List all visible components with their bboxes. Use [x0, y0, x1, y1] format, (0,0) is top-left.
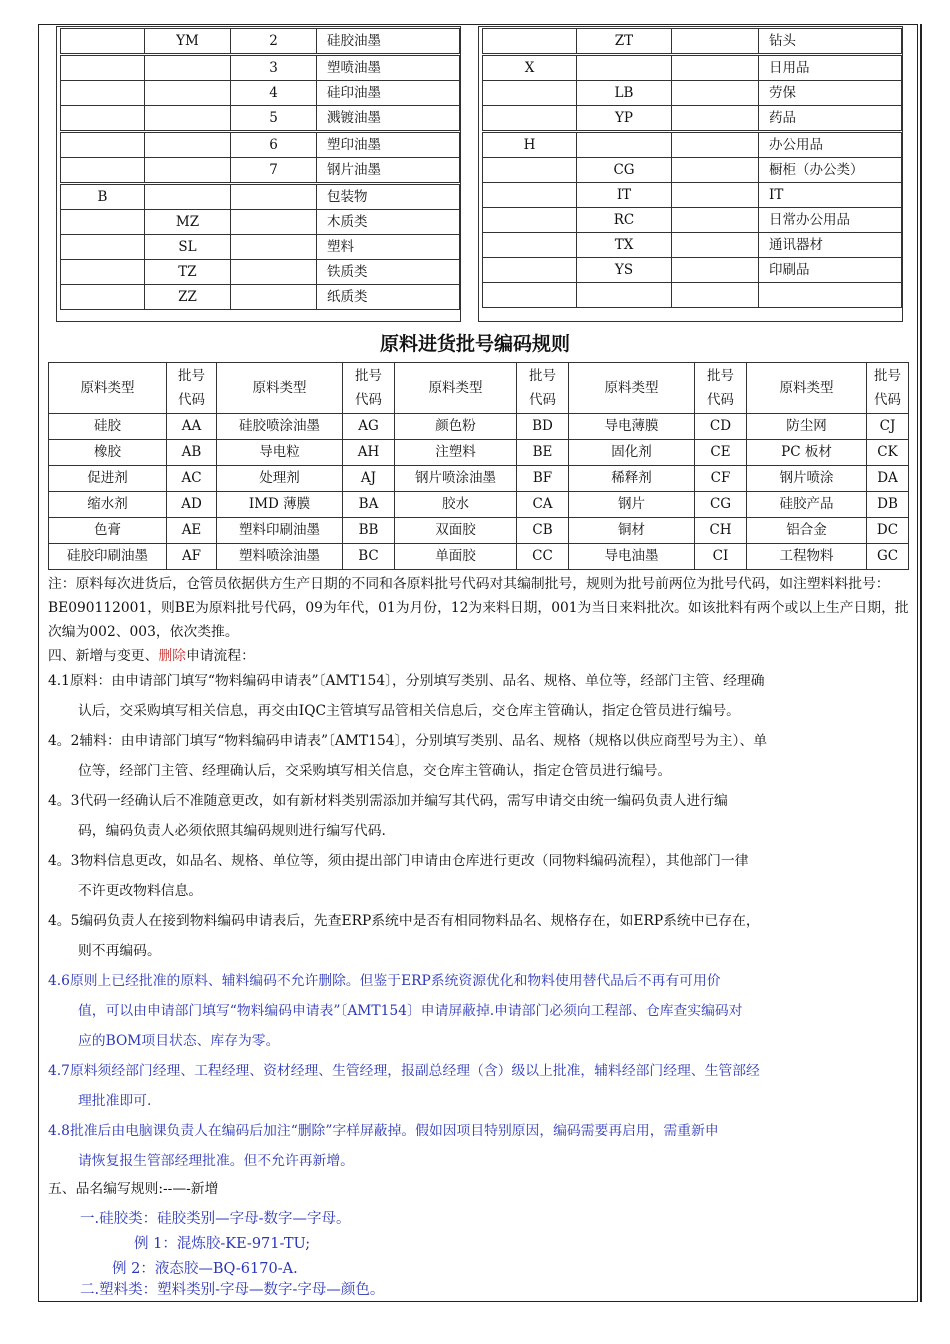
- left-class-cell: [231, 210, 317, 235]
- right-class-cell: [483, 283, 577, 308]
- header-batch-code-line2: 代码: [707, 392, 734, 408]
- section-4-items: [48, 666, 910, 1176]
- batch-code-cell: AA: [167, 414, 217, 440]
- material-type-cell: 导电粒: [217, 440, 343, 466]
- rule-silicone: 一.硅胶类：硅胶类别—字母-数字—字母。: [80, 1211, 351, 1227]
- left-class-cell: 塑料: [317, 235, 460, 260]
- right-class-cell: [672, 55, 759, 81]
- left-class-cell: [231, 235, 317, 260]
- material-type-cell: 硅胶产品: [747, 492, 867, 518]
- right-class-cell: 橱柜（办公类）: [759, 158, 902, 183]
- left-class-cell: TZ: [145, 260, 231, 285]
- left-class-cell: [61, 158, 145, 184]
- section-4-heading: 四、新增与变更、删除申请流程：: [48, 648, 255, 664]
- right-class-row: [483, 258, 902, 283]
- right-class-cell: [672, 29, 759, 55]
- left-class-row: [61, 285, 460, 310]
- left-class-cell: YM: [145, 29, 231, 55]
- right-class-row: [483, 208, 902, 233]
- header-material-type: 原料类型: [747, 363, 867, 414]
- material-type-cell: 固化剂: [569, 440, 695, 466]
- right-class-cell: [483, 106, 577, 132]
- left-class-cell: 6: [231, 132, 317, 158]
- left-class-cell: [61, 29, 145, 55]
- material-type-cell: 胶水: [395, 492, 517, 518]
- right-class-cell: [672, 81, 759, 106]
- batch-code-cell: CB: [517, 518, 569, 544]
- batch-code-cell: BF: [517, 466, 569, 492]
- material-type-cell: 导电薄膜: [569, 414, 695, 440]
- batch-code-cell: AF: [167, 544, 217, 570]
- section-4-item-new: [48, 1116, 910, 1176]
- batch-code-cell: BB: [343, 518, 395, 544]
- left-class-cell: 3: [231, 55, 317, 81]
- batch-code-cell: CA: [517, 492, 569, 518]
- left-class-cell: [61, 235, 145, 260]
- right-class-row: [483, 233, 902, 258]
- header-batch-code-line2: 代码: [529, 392, 556, 408]
- section-4-item-new: [48, 1056, 910, 1116]
- material-type-cell: 颜色粉: [395, 414, 517, 440]
- batch-code-cell: CC: [517, 544, 569, 570]
- page-border-right: [920, 24, 922, 1302]
- rule-plastic: 二.塑料类：塑料类别-字母—数字-字母—颜色。: [80, 1282, 385, 1298]
- batch-code-cell: CJ: [867, 414, 909, 440]
- left-class-cell: [61, 285, 145, 310]
- header-material-type: 原料类型: [569, 363, 695, 414]
- item-line-cont: 认后，交采购填写相关信息，再交由IQC主管填写品管相关信息后，交仓库主管确认，指定仓管员进行编号。: [78, 703, 740, 719]
- right-class-cell: [672, 233, 759, 258]
- left-class-cell: B: [61, 184, 145, 210]
- header-batch-code: [695, 363, 747, 414]
- batch-table-row: [49, 440, 909, 466]
- batch-table-header: [49, 363, 909, 414]
- left-class-row: [61, 81, 460, 106]
- right-class-cell: H: [483, 132, 577, 158]
- material-type-cell: 铝合金: [747, 518, 867, 544]
- header-material-type: 原料类型: [395, 363, 517, 414]
- batch-code-cell: AC: [167, 466, 217, 492]
- right-class-cell: X: [483, 55, 577, 81]
- left-class-row: [61, 235, 460, 260]
- batch-code-cell: CI: [695, 544, 747, 570]
- header-batch-code: [517, 363, 569, 414]
- batch-code-cell: BA: [343, 492, 395, 518]
- material-type-cell: 导电油墨: [569, 544, 695, 570]
- section-4-item: [48, 726, 910, 786]
- left-class-cell: ZZ: [145, 285, 231, 310]
- batch-code-cell: CH: [695, 518, 747, 544]
- right-class-cell: RC: [577, 208, 672, 233]
- header-batch-code: [343, 363, 395, 414]
- item-line-cont: 不许更改物料信息。: [78, 883, 203, 899]
- material-type-cell: 双面胶: [395, 518, 517, 544]
- batch-code-cell: BC: [343, 544, 395, 570]
- section-5-heading: 五、品名编写规则:--—-新增: [48, 1181, 219, 1197]
- right-class-cell: YS: [577, 258, 672, 283]
- right-class-row: [483, 183, 902, 208]
- right-class-cell: CG: [577, 158, 672, 183]
- right-class-row: [483, 81, 902, 106]
- right-class-cell: [577, 55, 672, 81]
- left-class-row: [61, 158, 460, 184]
- batch-code-cell: CF: [695, 466, 747, 492]
- material-type-cell: PC 板材: [747, 440, 867, 466]
- right-class-cell: YP: [577, 106, 672, 132]
- batch-code-cell: AH: [343, 440, 395, 466]
- right-class-cell: 办公用品: [759, 132, 902, 158]
- material-type-cell: 钢片喷涂: [747, 466, 867, 492]
- left-class-cell: [61, 55, 145, 81]
- section-4-item: [48, 666, 910, 726]
- right-class-cell: [483, 183, 577, 208]
- left-class-cell: 硅印油墨: [317, 81, 460, 106]
- right-class-cell: 劳保: [759, 81, 902, 106]
- left-class-row: [61, 55, 460, 81]
- right-class-cell: [483, 29, 577, 55]
- right-class-cell: [483, 158, 577, 183]
- header-material-type: 原料类型: [49, 363, 167, 414]
- left-class-cell: 溅镀油墨: [317, 106, 460, 132]
- left-class-cell: [145, 132, 231, 158]
- material-type-cell: 塑料喷涂油墨: [217, 544, 343, 570]
- batch-code-cell: DC: [867, 518, 909, 544]
- right-class-row: [483, 55, 902, 81]
- material-type-cell: 工程物料: [747, 544, 867, 570]
- left-class-cell: [145, 158, 231, 184]
- left-class-cell: 铁质类: [317, 260, 460, 285]
- left-class-cell: [61, 260, 145, 285]
- left-class-cell: 4: [231, 81, 317, 106]
- batch-table-row: [49, 466, 909, 492]
- left-class-cell: [231, 260, 317, 285]
- right-class-cell: LB: [577, 81, 672, 106]
- header-material-type: 原料类型: [217, 363, 343, 414]
- right-class-cell: 印刷品: [759, 258, 902, 283]
- left-class-cell: [231, 285, 317, 310]
- right-class-cell: 日用品: [759, 55, 902, 81]
- item-line: 4.6原则上已经批准的原料、辅料编码不允许删除。但鉴于ERP系统资源优化和物料使用替代品后不再有可用价: [48, 973, 721, 989]
- right-class-cell: IT: [759, 183, 902, 208]
- header-batch-code-line1: 批号: [529, 368, 556, 384]
- right-class-row: [483, 158, 902, 183]
- item-line: 4.7原料须经部门经理、工程经理、资材经理、生管经理，报副总经理（含）级以上批准，辅料经部门经理、生管部经: [48, 1063, 760, 1079]
- item-line: 4.8批准后由电脑课负责人在编码后加注“删除”字样屏蔽掉。假如因项目特别原因，编码需要再启用，需重新申: [48, 1123, 719, 1139]
- example-1: 例 1：混炼胶-KE-971-TU;: [134, 1236, 311, 1252]
- right-class-cell: [672, 258, 759, 283]
- right-class-cell: [672, 158, 759, 183]
- item-line-cont: 则不再编码。: [78, 943, 161, 959]
- right-class-row: [483, 29, 902, 55]
- batch-code-cell: DA: [867, 466, 909, 492]
- item-line: 4。3物料信息更改，如品名、规格、单位等，须由提出部门申请由仓库进行更改（同物料编码流程），其他部门一律: [48, 853, 749, 869]
- header-batch-code-line2: 代码: [355, 392, 382, 408]
- material-type-cell: 稀释剂: [569, 466, 695, 492]
- material-type-cell: 橡胶: [49, 440, 167, 466]
- right-class-cell: [577, 132, 672, 158]
- right-class-cell: 通讯器材: [759, 233, 902, 258]
- left-class-row: [61, 260, 460, 285]
- material-type-cell: 塑料印刷油墨: [217, 518, 343, 544]
- left-class-row: [61, 210, 460, 235]
- batch-code-table: [48, 362, 909, 570]
- left-class-cell: SL: [145, 235, 231, 260]
- material-class-table-right: [482, 28, 902, 308]
- batch-table-row: [49, 414, 909, 440]
- header-batch-code-line1: 批号: [355, 368, 382, 384]
- batch-code-cell: BE: [517, 440, 569, 466]
- left-class-cell: 塑印油墨: [317, 132, 460, 158]
- material-type-cell: 单面胶: [395, 544, 517, 570]
- material-class-table-left: [60, 28, 460, 310]
- material-type-cell: 处理剂: [217, 466, 343, 492]
- batch-code-cell: AD: [167, 492, 217, 518]
- header-batch-code: [167, 363, 217, 414]
- left-class-cell: 钢片油墨: [317, 158, 460, 184]
- left-class-cell: [145, 55, 231, 81]
- batch-code-cell: CG: [695, 492, 747, 518]
- left-class-row: [61, 29, 460, 55]
- left-class-cell: [61, 210, 145, 235]
- item-line: 4。2辅料：由申请部门填写“物料编码申请表”〔AMT154〕，分别填写类别、品名、规格（规格以供应商型号为主）、单: [48, 733, 768, 749]
- item-line: 4。3代码一经确认后不准随意更改，如有新材料类别需添加并编写其代码，需写申请交由统一编码负责人进行编: [48, 793, 728, 809]
- material-type-cell: 缩水剂: [49, 492, 167, 518]
- batch-table-row: [49, 492, 909, 518]
- material-type-cell: 硅胶: [49, 414, 167, 440]
- item-line-cont: 理批准即可.: [78, 1093, 152, 1109]
- left-class-cell: [61, 106, 145, 132]
- left-class-cell: [61, 132, 145, 158]
- material-type-cell: IMD 薄膜: [217, 492, 343, 518]
- left-class-row: [61, 184, 460, 210]
- material-type-cell: 硅胶印刷油墨: [49, 544, 167, 570]
- header-batch-code: [867, 363, 909, 414]
- right-class-row: [483, 132, 902, 158]
- example-2: 例 2：液态胶—BQ-6170-A.: [112, 1261, 298, 1277]
- batch-table-row: [49, 544, 909, 570]
- left-class-cell: 7: [231, 158, 317, 184]
- section-4-item: [48, 846, 910, 906]
- right-class-cell: ZT: [577, 29, 672, 55]
- section-4-item-new: [48, 966, 910, 1056]
- right-class-cell: 药品: [759, 106, 902, 132]
- material-type-cell: 铜材: [569, 518, 695, 544]
- left-class-cell: MZ: [145, 210, 231, 235]
- left-class-cell: 2: [231, 29, 317, 55]
- right-class-cell: [759, 283, 902, 308]
- right-class-cell: 日常办公用品: [759, 208, 902, 233]
- item-line-cont: 值，可以由申请部门填写“物料编码申请表”〔AMT154〕申请屏蔽掉.申请部门必须向工程部、仓库查实编码对: [78, 1003, 743, 1019]
- left-class-cell: 纸质类: [317, 285, 460, 310]
- item-line-cont: 位等，经部门主管、经理确认后，交采购填写相关信息，交仓库主管确认，指定仓管员进行编号。: [78, 763, 672, 779]
- left-class-row: [61, 106, 460, 132]
- left-class-cell: 木质类: [317, 210, 460, 235]
- batch-code-cell: DB: [867, 492, 909, 518]
- batch-code-note: 注：原料每次进货后，仓管员依据供方生产日期的不同和各原料批号代码对其编制批号，规则为批号前两位为批号代码，如注塑料料批号：BE090112001，则BE为原料批号代码，09为年代，01为月份，12为来料日期，001为当日来料批次。如该批料有两个或以上生产日期，批次编为002、003，依次类推。: [48, 576, 909, 640]
- left-class-cell: [145, 184, 231, 210]
- right-class-cell: [672, 106, 759, 132]
- left-class-cell: 塑喷油墨: [317, 55, 460, 81]
- right-class-cell: [672, 208, 759, 233]
- right-class-cell: [577, 283, 672, 308]
- material-type-cell: 色膏: [49, 518, 167, 544]
- item-line: 4。5编码负责人在接到物料编码申请表后，先查ERP系统中是否有相同物料品名、规格存在，如ERP系统中已存在，: [48, 913, 760, 929]
- right-class-cell: IT: [577, 183, 672, 208]
- material-type-cell: 促进剂: [49, 466, 167, 492]
- batch-code-title: 原料进货批号编码规则: [379, 333, 570, 355]
- batch-code-cell: AE: [167, 518, 217, 544]
- left-class-cell: [145, 106, 231, 132]
- left-class-cell: [61, 81, 145, 106]
- batch-code-cell: AB: [167, 440, 217, 466]
- batch-code-cell: BD: [517, 414, 569, 440]
- material-type-cell: 钢片: [569, 492, 695, 518]
- batch-table-row: [49, 518, 909, 544]
- right-class-row: [483, 106, 902, 132]
- right-class-cell: [672, 132, 759, 158]
- right-class-cell: [672, 183, 759, 208]
- right-class-cell: 钻头: [759, 29, 902, 55]
- right-class-cell: [483, 258, 577, 283]
- batch-code-cell: CD: [695, 414, 747, 440]
- batch-code-cell: CE: [695, 440, 747, 466]
- section-4-item: [48, 786, 910, 846]
- header-batch-code-line2: 代码: [178, 392, 205, 408]
- item-line-cont: 请恢复报生管部经理批准。但不允许再新增。: [78, 1153, 354, 1169]
- material-type-cell: 硅胶喷涂油墨: [217, 414, 343, 440]
- left-class-cell: [231, 184, 317, 210]
- header-batch-code-line1: 批号: [178, 368, 205, 384]
- header-batch-code-line2: 代码: [874, 392, 901, 408]
- item-line-cont: 码，编码负责人必须依照其编码规则进行编写代码.: [78, 823, 386, 839]
- header-batch-code-line1: 批号: [707, 368, 734, 384]
- left-class-cell: 包装物: [317, 184, 460, 210]
- batch-code-cell: AJ: [343, 466, 395, 492]
- item-line: 4.1原料：由申请部门填写“物料编码申请表”〔AMT154〕，分别填写类别、品名、规格、单位等，经部门主管、经理确: [48, 673, 765, 689]
- right-class-cell: [672, 283, 759, 308]
- header-batch-code-line1: 批号: [874, 368, 901, 384]
- right-class-cell: [483, 208, 577, 233]
- material-type-cell: 防尘网: [747, 414, 867, 440]
- left-class-cell: 5: [231, 106, 317, 132]
- material-type-cell: 钢片喷涂油墨: [395, 466, 517, 492]
- batch-code-cell: AG: [343, 414, 395, 440]
- batch-code-cell: GC: [867, 544, 909, 570]
- left-class-row: [61, 132, 460, 158]
- right-class-row: [483, 283, 902, 308]
- section-4-item: [48, 906, 910, 966]
- batch-code-cell: CK: [867, 440, 909, 466]
- right-class-cell: TX: [577, 233, 672, 258]
- left-class-cell: 硅胶油墨: [317, 29, 460, 55]
- left-class-cell: [145, 81, 231, 106]
- item-line-cont: 应的BOM项目状态、库存为零。: [78, 1033, 280, 1049]
- right-class-cell: [483, 233, 577, 258]
- material-type-cell: 注塑料: [395, 440, 517, 466]
- right-class-cell: [483, 81, 577, 106]
